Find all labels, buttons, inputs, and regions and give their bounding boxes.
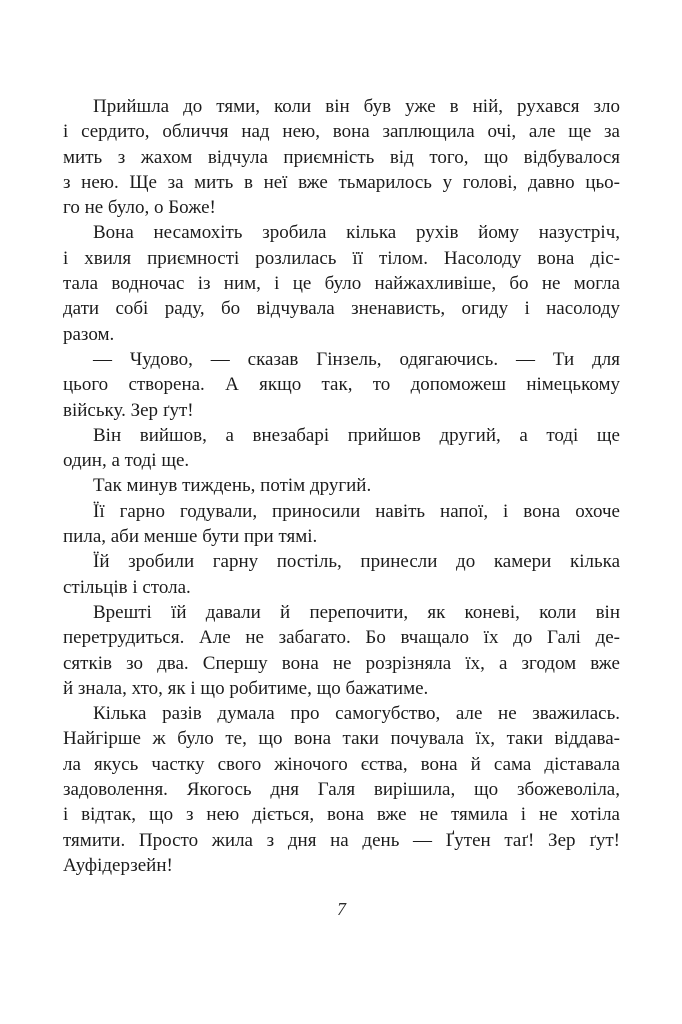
- text-line: Кілька разів думала про самогубство, але не зважилась.: [93, 703, 620, 725]
- text-line: з нею. Ще за мить в неї вже тьмарилось у голові, давно цьо-: [63, 171, 620, 193]
- text-line: стільців і стола.: [63, 576, 191, 598]
- text-line: тала водночас із ним, і це було найжахливіше, бо не могла: [63, 273, 620, 295]
- text-line: Їй зробили гарну постіль, принесли до камери кілька: [93, 551, 620, 573]
- paragraph: [63, 473, 620, 498]
- paragraph: [63, 220, 620, 346]
- text-line: Найгірше ж було те, що вона таки почувала їх, таки віддава-: [63, 728, 620, 750]
- paragraph: [63, 423, 620, 474]
- text-line: Врешті їй давали й перепочити, як коневі, коли він: [93, 601, 620, 623]
- text-line: і сердито, обличчя над нею, вона заплющила очі, але ще за: [63, 121, 620, 143]
- text-line: сятків зо два. Спершу вона не розрізняла їх, а згодом вже: [63, 652, 620, 674]
- paragraph: [63, 549, 620, 600]
- page-text: [63, 94, 620, 878]
- text-line: Ауфідерзейн!: [63, 854, 173, 876]
- text-line: перетрудиться. Але не забагато. Бо вчащало їх до Галі де-: [63, 627, 620, 649]
- text-line: Вона несамохіть зробила кілька рухів йому назустріч,: [93, 222, 620, 244]
- paragraph: [63, 347, 620, 423]
- text-line: го не було, о Боже!: [63, 197, 216, 219]
- text-line: цього створена. А якщо так, то допоможеш німецькому: [63, 374, 620, 396]
- paragraph: [63, 600, 620, 701]
- page-number: 7: [337, 899, 346, 919]
- text-line: дати собі раду, бо відчувала зненависть, огиду і насолоду: [63, 298, 620, 320]
- text-line: тямити. Просто жила з дня на день — Ґутен таґ! Зер ґут!: [63, 829, 620, 851]
- paragraph: [63, 701, 620, 878]
- text-line: Так минув тиждень, потім другий.: [93, 475, 372, 497]
- text-line: війську. Зер ґут!: [63, 399, 194, 421]
- text-line: Її гарно годували, приносили навіть напої, і вона охоче: [93, 500, 620, 522]
- text-line: задоволення. Якогось дня Галя вирішила, що збожеволіла,: [63, 779, 620, 801]
- text-line: пила, аби менше бути при тямі.: [63, 526, 318, 548]
- text-line: Прийшла до тями, коли він був уже в ній, рухався зло: [93, 96, 620, 117]
- text-line: і хвиля приємності розлилась її тілом. Насолоду вона діс-: [63, 247, 620, 269]
- paragraph: [63, 94, 620, 220]
- text-line: і відтак, що з нею діється, вона вже не тямила і не хотіла: [63, 804, 620, 826]
- paragraph: [63, 499, 620, 550]
- text-line: — Чудово, — сказав Гінзель, одягаючись. — Ти для: [93, 348, 620, 370]
- text-line: мить з жахом відчула приємність від того, що відбувалося: [63, 146, 620, 168]
- text-line: й знала, хто, як і що робитиме, що бажатиме.: [63, 677, 429, 699]
- text-line: один, а тоді ще.: [63, 450, 190, 472]
- text-line: Він вийшов, а внезабарі прийшов другий, а тоді ще: [93, 424, 620, 446]
- text-line: ла якусь частку свого жіночого єства, вона й сама діставала: [63, 753, 620, 775]
- text-line: разом.: [63, 323, 115, 345]
